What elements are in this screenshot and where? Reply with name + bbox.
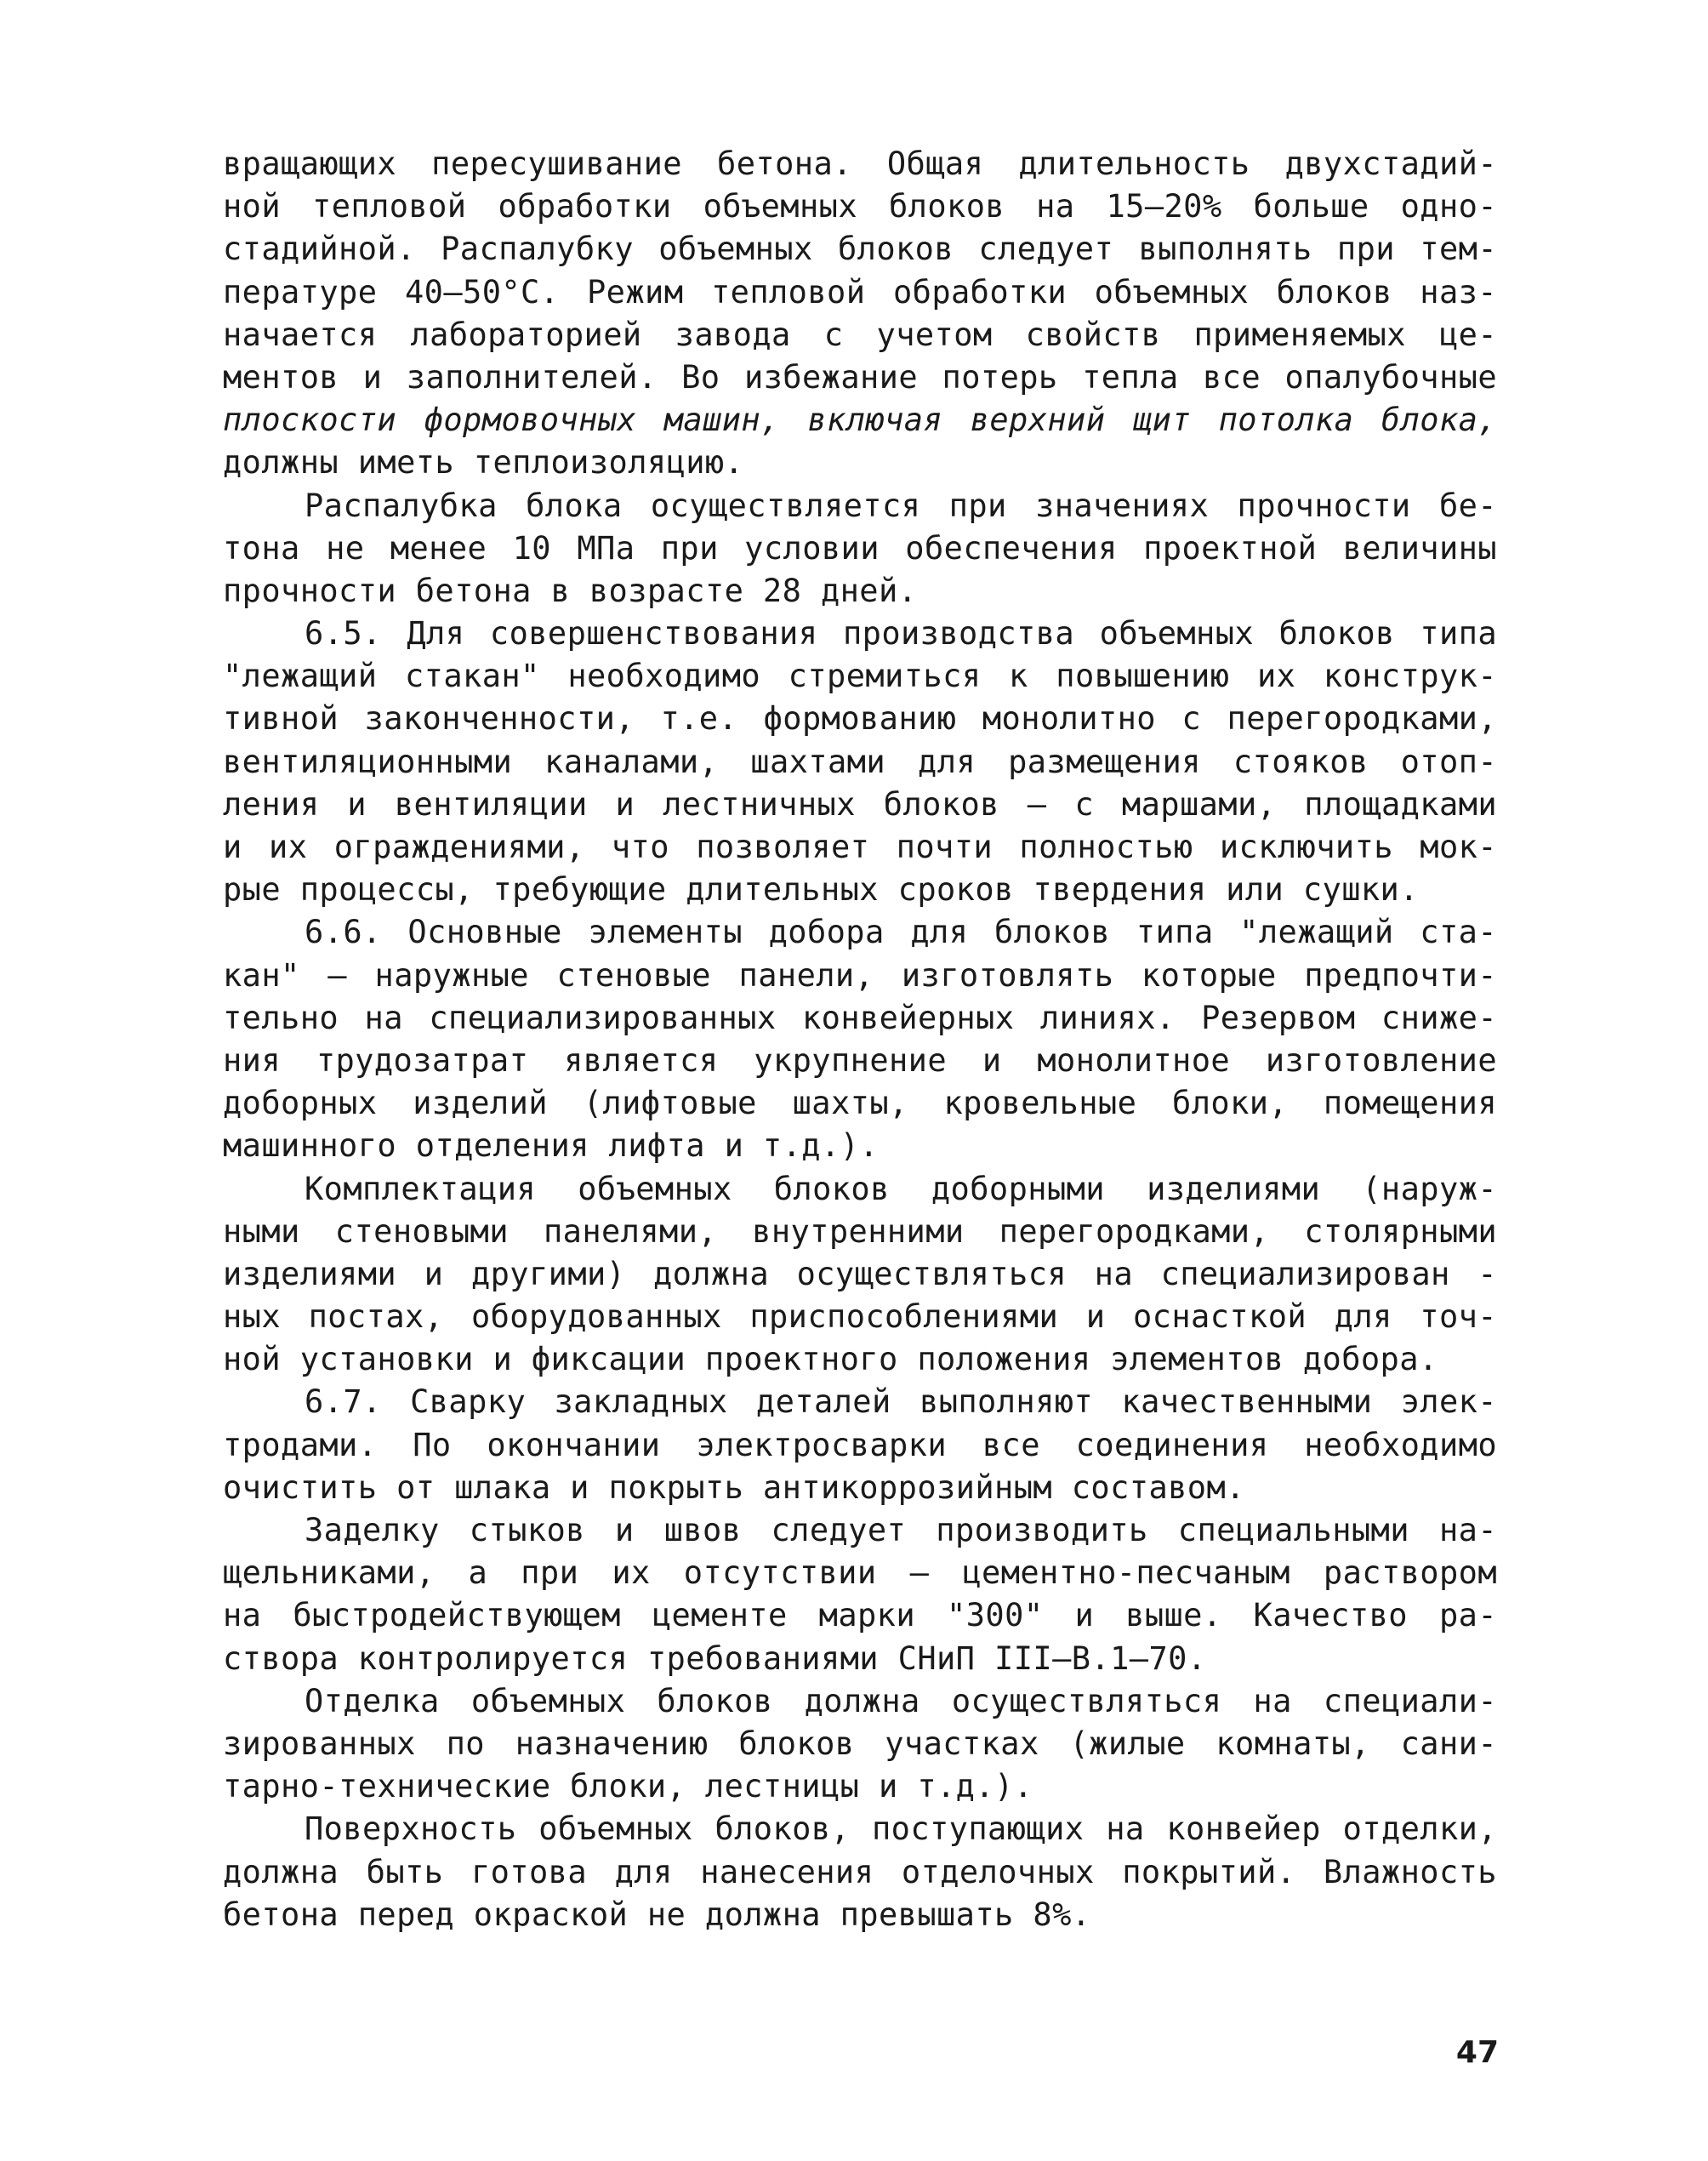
text-line: Распалубка блока осуществляется при значениях прочности бе- [305,487,1497,524]
text-line: пературе 40–50°С. Режим тепловой обработки объемных блоков наз- [223,273,1497,311]
text-line: должна быть готова для нанесения отделочных покрытий. Влажность [223,1853,1497,1890]
text-line: створа контролируется требованиями СНиП III–В.1–70. [223,1639,1207,1677]
body-text [223,143,1497,1936]
text-line: тарно-технические блоки, лестницы и т.д.). [223,1768,1033,1805]
text-line: ния трудозатрат является укрупнение и монолитное изготовление [223,1041,1497,1079]
text-line: ления и вентиляции и лестничных блоков – с маршами, площадками [223,785,1497,823]
text-line: и их ограждениями, что позволяет почти полностью исключить мок- [223,829,1497,865]
text-line: щельниками, а при их отсутствии – цементно-песчаным раствором [223,1554,1497,1592]
text-line: тона не менее 10 МПа при условии обеспечения проектной величины [223,529,1497,567]
text-line: стадийной. Распалубку объемных блоков следует выполнять при тем- [223,231,1497,268]
page-number: 47 [1455,2035,1499,2070]
text-line: ных постах, оборудованных приспособлениями и оснасткой для точ- [223,1298,1497,1336]
text-line: очистить от шлака и покрыть антикоррозийным составом. [223,1468,1245,1506]
paragraph [223,485,1497,613]
text-line: вентиляционными каналами, шахтами для размещения стояков отоп- [223,743,1497,780]
paragraph [223,911,1497,1167]
text-line: рые процессы, требующие длительных сроков твердения или сушки. [223,871,1419,909]
paragraph [223,143,1497,485]
text-line: тродами. По окончании электросварки все соединения необходимо [223,1426,1497,1463]
text-line: ными стеновыми панелями, внутренними перегородками, столярными [223,1212,1497,1250]
text-line: тивной законченности, т.е. формованию монолитно с перегородками, [223,700,1497,738]
text-line: должны иметь теплоизоляцию. [223,444,744,482]
paragraph [223,1808,1497,1936]
text-line: Отделка объемных блоков должна осуществляться на специали- [305,1682,1497,1719]
text-line: доборных изделий (лифтовые шахты, кровельные блоки, помещения [223,1085,1497,1122]
text-line: начается лабораторией завода с учетом свойств применяемых це- [223,316,1497,353]
text-line: машинного отделения лифта и т.д.). [223,1127,879,1165]
text-line: ной тепловой обработки объемных блоков на 15–20% больше одно- [223,188,1497,225]
text-line: тельно на специализированных конвейерных линиях. Резервом сниже- [223,999,1497,1036]
text-line: зированных по назначению блоков участках (жилые комнаты, сани- [223,1725,1497,1762]
text-line: Заделку стыков и швов следует производить специальными на- [305,1512,1497,1548]
paragraph [223,1680,1497,1809]
text-line: изделиями и другими) должна осуществляться на специализирован - [223,1255,1497,1292]
text-line: на быстродействующем цементе марки "300" и выше. Качество ра- [223,1597,1497,1634]
text-line: "лежащий стакан" необходимо стремиться к повышению их конструк- [223,658,1497,695]
paragraph [223,1509,1497,1680]
text-line: 6.7. Сварку закладных деталей выполняют качественными элек- [305,1383,1497,1421]
paragraph [223,1168,1497,1382]
text-line: Комплектация объемных блоков доборными изделиями (наруж- [305,1170,1497,1207]
paragraph [223,613,1497,911]
text-line: ментов и заполнителей. Во избежание потерь тепла все опалубочные [223,358,1497,396]
text-line: ной установки и фиксации проектного положения элементов добора. [223,1341,1438,1378]
text-line: 6.6. Основные элементы добора для блоков типа "лежащий ста- [305,914,1497,951]
text-line: Поверхность объемных блоков, поступающих на конвейер отделки, [305,1810,1497,1848]
paragraph [223,1381,1497,1509]
text-line: 6.5. Для совершенствования производства объемных блоков типа [305,615,1497,653]
text-line: кан" – наружные стеновые панели, изготовлять которые предпочти- [223,956,1497,994]
text-line: бетона перед окраской не должна превышать 8%. [223,1896,1091,1933]
text-line: вращающих пересушивание бетона. Общая длительность двухстадий- [223,145,1497,182]
text-line: прочности бетона в возрасте 28 дней. [223,572,918,609]
text-line: плоскости формовочных машин, включая верхний щит потолка блока, [223,402,1497,439]
